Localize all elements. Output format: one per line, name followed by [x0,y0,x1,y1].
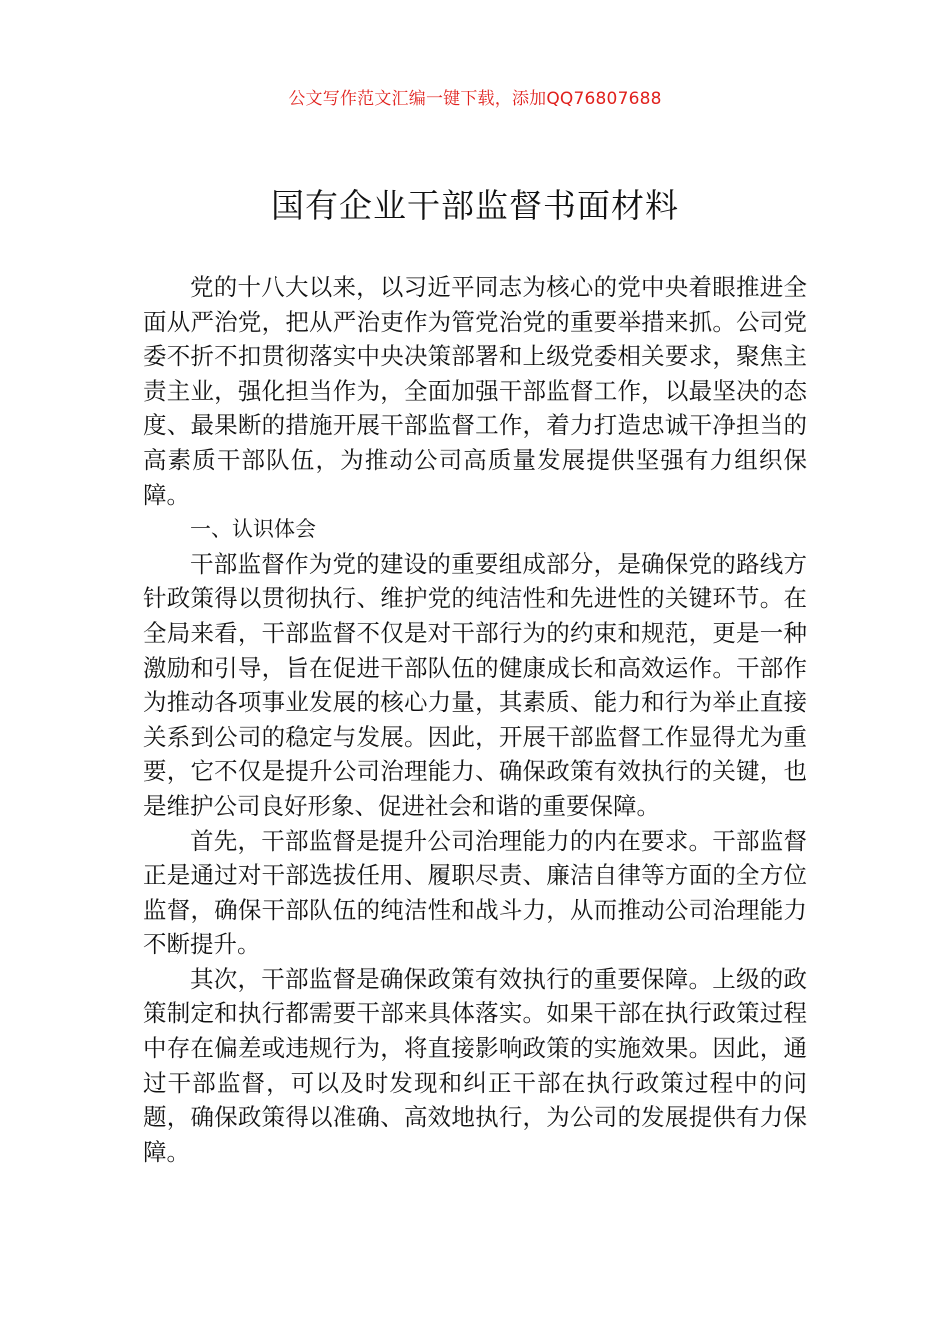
download-notice: 公文写作范文汇编一键下载，添加QQ76807688 [288,89,662,109]
document-title: 国有企业干部监督书面材料 [271,186,679,225]
body-paragraph: 其次，干部监督是确保政策有效执行的重要保障。上级的政策制定和执行都需要干部来具体落实。如果干部在执行政策过程中存在偏差或违规行为，将直接影响政策的实施效果。因此，通过干部监督，可以及时发现和纠正干部在执行政策过程中的问题，确保政策得以准确、高效地执行，为公司的发展提供有力保障。 [143,964,807,1166]
section-heading: 一、认识体会 [190,517,317,542]
document-body [143,270,807,1169]
intro-paragraph: 党的十八大以来，以习近平同志为核心的党中央着眼推进全面从严治党，把从严治吏作为管党治党的重要举措来抓。公司党委不折不扣贯彻落实中央决策部署和上级党委相关要求，聚焦主责主业，强化担当作为，全面加强干部监督工作，以最坚决的态度、最果断的措施开展干部监督工作，着力打造忠诚干净担当的高素质干部队伍，为推动公司高质量发展提供坚强有力组织保障。 [143,273,807,509]
body-paragraph: 首先，干部监督是提升公司治理能力的内在要求。干部监督正是通过对干部选拔任用、履职尽责、廉洁自律等方面的全方位监督，确保干部队伍的纯洁性和战斗力，从而推动公司治理能力不断提升。 [143,826,807,959]
body-paragraph: 干部监督作为党的建设的重要组成部分，是确保党的路线方针政策得以贯彻执行、维护党的纯洁性和先进性的关键环节。在全局来看，干部监督不仅是对干部行为的约束和规范，更是一种激励和引导，旨在促进干部队伍的健康成长和高效运作。干部作为推动各项事业发展的核心力量，其素质、能力和行为举止直接关系到公司的稳定与发展。因此，开展干部监督工作显得尤为重要，它不仅是提升公司治理能力、确保政策有效执行的关键，也是维护公司良好形象、促进社会和谐的重要保障。 [143,549,807,820]
